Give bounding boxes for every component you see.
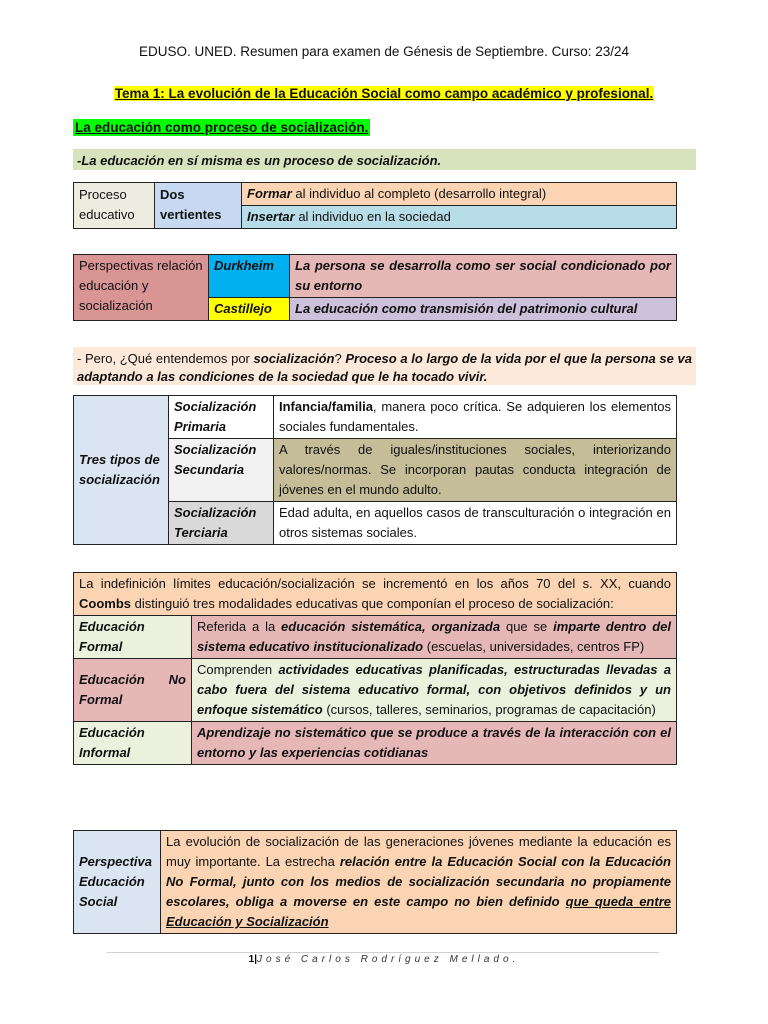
- formal-t3: imparte dentro del sistema educativo institucionalizado: [197, 619, 671, 654]
- formar-keyword: Formar: [247, 186, 292, 201]
- nf-t2: (cursos, talleres, seminarios, programas de capacitación): [322, 702, 656, 717]
- insertar-cell: [242, 206, 677, 229]
- footer-author: José Carlos Rodríguez Mellado.: [257, 954, 520, 965]
- castillejo-desc: La educación como transmisión del patrimonio cultural: [290, 298, 677, 321]
- table-perspectiva-educacion-social: [73, 830, 677, 934]
- def-keyword: socialización: [253, 351, 335, 366]
- formar-cell: [242, 183, 677, 206]
- table-proceso-educativo: [73, 182, 677, 229]
- coombs-text1: La indefinición límites educación/socialización se incrementó en los años 70 del s. XX, cuando: [79, 576, 671, 591]
- es-t1: La evolución de socialización de las generaciones jóvenes mediante la educación es muy importante. La estrecha: [166, 834, 671, 869]
- insertar-text: al individuo en la sociedad: [294, 209, 451, 224]
- section-title: La educación como proceso de socialización.: [75, 120, 369, 135]
- def-part1: - Pero, ¿Qué entendemos por: [77, 351, 254, 366]
- formar-text: al individuo al completo (desarrollo integral): [291, 186, 547, 201]
- es-t2: relación entre la Educación Social con la Educación No Formal, junto con los medios de socialización secundaria no propiamente escolares, obliga a moverse en este campo no bien definido: [166, 854, 671, 909]
- table-perspectivas: [73, 254, 677, 321]
- nf-t1: actividades educativas planificadas, estructuradas llevadas a cabo fuera del sistema educativo formal, con objetivos definidos y un enfoque sistemático: [197, 662, 671, 717]
- educacion-informal-name: Educación Informal: [74, 722, 192, 765]
- educacion-no-formal-desc: [192, 659, 677, 722]
- dos-vertientes-cell: Dos vertientes: [155, 183, 242, 229]
- educacion-formal-desc: [192, 616, 677, 659]
- socializacion-definition: [73, 347, 696, 385]
- page-number: 1: [248, 954, 255, 965]
- table-modalidades: [73, 572, 677, 765]
- coombs-text2: distinguió tres modalidades educativas que componían el proceso de socialización:: [131, 596, 614, 611]
- intro-bar: -La educación en sí misma es un proceso de socialización.: [73, 149, 696, 170]
- nf-t0: Comprenden: [197, 662, 279, 677]
- soc-terciaria-desc: Edad adulta, en aquellos casos de transculturación o integración en otros sistemas sociales.: [274, 502, 677, 545]
- educacion-no-formal-name: Educación No Formal: [74, 659, 192, 722]
- formal-t0: Referida a la: [197, 619, 282, 634]
- insertar-keyword: Insertar: [247, 209, 295, 224]
- formal-t1: educación sistemática, organizada: [281, 619, 501, 634]
- tres-tipos-cell: Tres tipos de socialización: [74, 396, 169, 545]
- topic-title-text: Tema 1: La evolución de la Educación Social como campo académico y profesional.: [114, 86, 654, 101]
- def-part4: Proceso a lo largo de la vida por el que la persona se va adaptando a las condiciones de la sociedad que le ha tocado vivir.: [77, 351, 693, 384]
- formal-t4: (escuelas, universidades, centros FP): [423, 639, 645, 654]
- educacion-formal-name: Educación Formal: [74, 616, 192, 659]
- educacion-informal-desc: Aprendizaje no sistemático que se produce a través de la interacción con el entorno y las experiencias cotidianas: [192, 722, 677, 765]
- formal-t2: que se: [500, 619, 554, 634]
- document-header: EDUSO. UNED. Resumen para examen de Génesis de Septiembre. Curso: 23/24: [139, 44, 629, 59]
- durkheim-desc: La persona se desarrolla como ser social condicionado por su entorno: [290, 255, 677, 298]
- coombs-name: Coombs: [79, 596, 131, 611]
- perspectiva-es-cell: Perspectiva Educación Social: [74, 831, 161, 934]
- coombs-intro: [74, 573, 677, 616]
- soc-primaria-desc: [274, 396, 677, 439]
- perspectiva-es-desc: [161, 831, 677, 934]
- soc-primaria-text: , manera poco crítica. Se adquieren los elementos sociales fundamentales.: [279, 399, 671, 434]
- soc-primaria-name: Socialización Primaria: [169, 396, 274, 439]
- soc-secundaria-desc: A través de iguales/instituciones sociales, interiorizando valores/normas. Se incorporan pautas conducta integración de jóvenes en el mundo adulto.: [274, 439, 677, 502]
- durkheim-cell: Durkheim: [209, 255, 290, 298]
- def-part3: ?: [334, 351, 346, 366]
- castillejo-cell: Castillejo: [209, 298, 290, 321]
- footer-separator: |: [254, 954, 258, 965]
- soc-terciaria-name: Socialización Terciaria: [169, 502, 274, 545]
- proceso-educativo-cell: Proceso educativo: [74, 183, 155, 229]
- perspectivas-cell: Perspectivas relación educación y socialización: [74, 255, 209, 321]
- es-t3: que queda entre Educación y Socialización: [166, 894, 671, 929]
- page-footer: [0, 954, 768, 965]
- topic-title: [0, 86, 768, 101]
- soc-primaria-keyword: Infancia/familia: [279, 399, 373, 414]
- soc-secundaria-name: Socialización Secundaria: [169, 439, 274, 502]
- table-tipos-socializacion: [73, 395, 677, 545]
- footer-divider: [107, 952, 659, 953]
